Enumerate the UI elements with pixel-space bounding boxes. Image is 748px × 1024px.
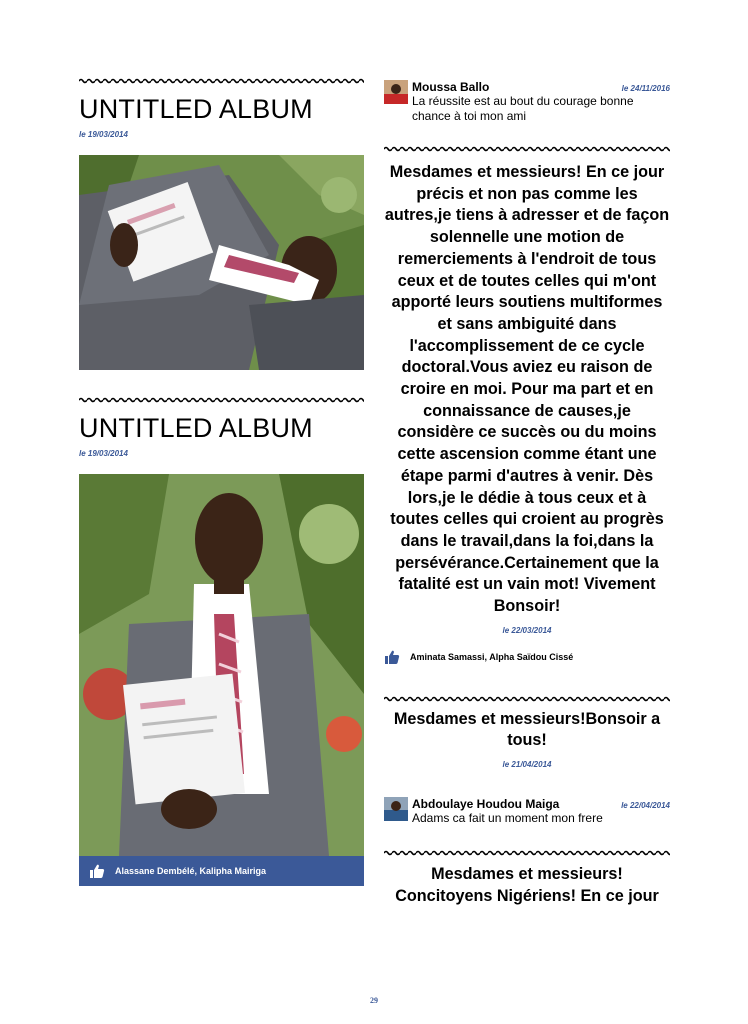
right-column [384,76,670,908]
comment-text: Adams ca fait un moment mon frere [412,811,603,826]
wavy-divider [79,395,364,405]
thumbs-up-icon[interactable] [89,863,105,879]
page-number: 29 [370,996,378,1005]
likes-names: Alassane Dembélé, Kalipha Mairiga [115,866,267,876]
comment-date: le 24/11/2016 [621,84,670,93]
comment-date: le 22/04/2014 [621,801,670,811]
post-text: Mesdames et messieurs! En ce jour précis et non pas comme les autres,je tiens à adresser et de façon solennelle une motion de remerciements à l'endroit de tous ceux et de toutes celles qui m'ont apporté leurs soutiens multiformes et sans ambiguité dans l'accomplissement de ce cycle doctoral.Vous aviez eu raison de croire en moi. Pour ma part et en connaissance de causes,je considère ce succès ou du moins cette ascension comme étant une étape parmi d'autres à venir. Dès lors,je le dédie à tous ceux et à toutes celles qui croient au progrès dans le travail,dans la foi,dans la persévérance.Certainement que la fatalité est un vain mot! Vivement Bonsoir! [384,163,670,616]
post-likes [384,649,670,665]
comment [384,797,670,826]
likes-names: Aminata Samassi, Alpha Saïdou Cissé [410,651,574,662]
wavy-divider [79,76,364,86]
comment-author[interactable]: Abdoulaye Houdou Maiga [412,797,560,812]
left-column [79,76,364,886]
album-date: le 19/03/2014 [79,130,128,139]
wavy-divider [384,144,670,154]
album-title: UNTITLED ALBUM [79,413,313,443]
avatar[interactable] [384,80,408,104]
avatar[interactable] [384,797,408,821]
wavy-divider [384,694,670,704]
post-text: Mesdames et messieurs!Bonsoir a tous! [393,709,661,750]
post-date: le 22/03/2014 [502,625,552,635]
album-photo[interactable] [79,155,364,370]
post-date: le 21/04/2014 [502,760,552,770]
album-likes-bar [79,856,364,886]
album-date: le 19/03/2014 [79,449,128,458]
album-photo[interactable] [79,474,364,856]
wavy-divider [384,848,670,858]
comment-author[interactable]: Moussa Ballo [412,80,490,94]
album-title: UNTITLED ALBUM [79,94,313,124]
thumbs-up-icon[interactable] [384,649,400,665]
comment-text: La réussite est au bout du courage bonne chance à toi mon ami [412,94,634,123]
post-text: Mesdames et messieurs! Concitoyens Nigériens! En ce jour [395,865,659,905]
comment [384,80,670,124]
